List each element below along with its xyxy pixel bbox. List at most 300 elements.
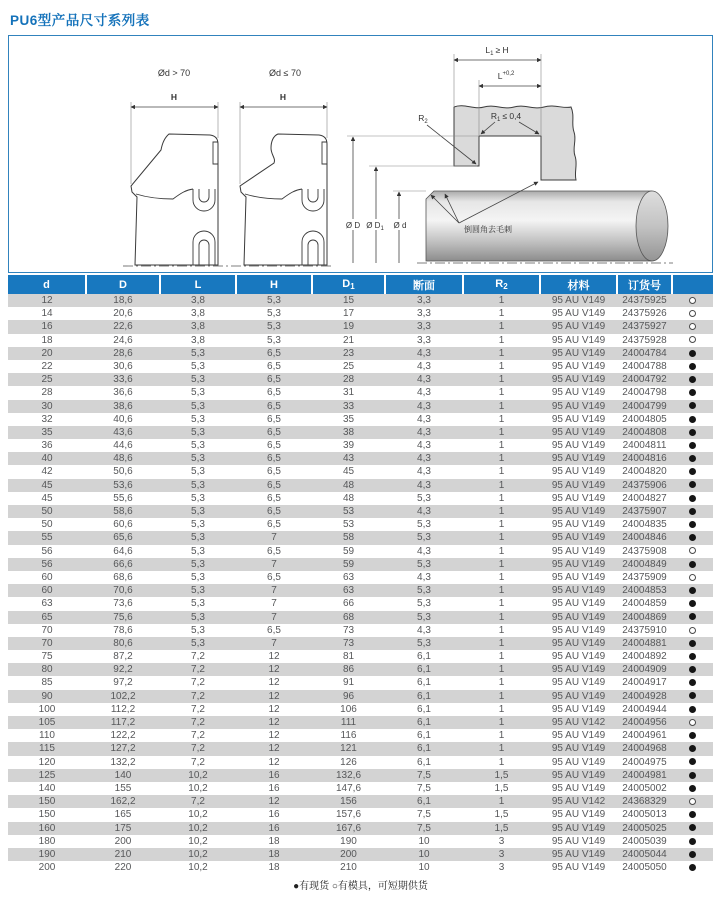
cell-R2: 1: [463, 531, 540, 544]
cell-order-no: 24004975: [622, 756, 667, 768]
cell-L: 5,3: [160, 637, 236, 650]
cell-D: 165: [114, 809, 132, 821]
in-stock-dot: [689, 429, 696, 436]
cell-d: 100: [38, 703, 56, 715]
cell-L: 5,3: [160, 479, 236, 492]
cell-D: 68,6: [113, 571, 133, 583]
column-header-availability: [672, 275, 713, 294]
cell-section: 4,3: [417, 624, 431, 636]
cell-R2: 1,5: [463, 769, 540, 782]
in-stock-dot: [689, 495, 696, 502]
table-row: [8, 716, 713, 729]
mold-available-dot: [689, 627, 696, 634]
cell-material: 95 AU V149: [551, 835, 606, 847]
cell-availability: [672, 452, 713, 465]
table-row: [8, 624, 713, 637]
column-header-L: L: [160, 275, 236, 294]
in-stock-dot: [689, 455, 696, 462]
column-header-section: 断面: [385, 275, 463, 294]
cell-D: 117,2: [86, 716, 160, 729]
cell-R2: 1: [498, 624, 505, 636]
in-stock-dot: [689, 706, 696, 713]
cell-section: 4,3: [417, 413, 431, 425]
cell-R2: 1: [463, 294, 540, 307]
cell-D1: 121: [312, 742, 385, 755]
cell-material: 95 AU V142: [540, 795, 617, 808]
cell-order-no: 24004881: [617, 637, 672, 650]
cell-D: 155: [114, 782, 132, 794]
cell-availability: [672, 835, 713, 848]
in-stock-dot: [689, 811, 696, 818]
cell-order-no: 24004849: [617, 558, 672, 571]
cell-d: 150: [8, 795, 86, 808]
cell-d: 160: [8, 822, 86, 835]
cell-order-no: 24375907: [617, 505, 672, 518]
table-row: [8, 822, 713, 835]
mold-available-dot: [689, 323, 696, 330]
cell-D: 18,6: [86, 294, 160, 307]
cell-section: 7,5: [385, 822, 463, 835]
cell-D: 78,6: [113, 624, 133, 636]
table-row: [8, 861, 713, 874]
cell-D1: 210: [340, 862, 357, 874]
cell-availability: [672, 690, 713, 703]
cell-H: 6,5: [236, 426, 312, 439]
cell-H: 12: [236, 663, 312, 676]
cell-d: 25: [8, 373, 86, 386]
cell-material: 95 AU V149: [540, 347, 617, 360]
cell-d: 65: [8, 611, 86, 624]
mold-available-dot: [689, 719, 696, 726]
cell-D: 97,2: [113, 677, 133, 689]
cell-section: 3,3: [417, 334, 431, 346]
cell-material: 95 AU V149: [540, 373, 617, 386]
cell-L: 7,2: [191, 677, 205, 689]
cell-L: 7,2: [160, 795, 236, 808]
in-stock-dot: [689, 758, 696, 765]
table-row: [8, 400, 713, 413]
cell-D1: 91: [342, 677, 355, 689]
cell-d: 63: [41, 598, 53, 610]
in-stock-dot: [689, 521, 696, 528]
cell-d: 125: [8, 769, 86, 782]
cell-L: 7,2: [191, 730, 205, 742]
column-header-D1: D1: [312, 275, 385, 294]
cell-material: 95 AU V149: [551, 756, 606, 768]
cell-D1: 38: [312, 426, 385, 439]
cell-L: 5,3: [191, 519, 205, 531]
cell-L: 7,2: [191, 703, 205, 715]
cell-D1: 43: [312, 452, 385, 465]
cell-R2: 1: [463, 611, 540, 624]
cell-H: 7: [236, 637, 312, 650]
cell-availability: [672, 439, 713, 452]
cell-H: 6,5: [236, 373, 312, 386]
table-row: [8, 663, 713, 676]
cell-availability: [672, 703, 713, 716]
cell-H: 5,3: [267, 308, 281, 320]
cell-d: 45: [8, 479, 86, 492]
cell-D1: 167,6: [312, 822, 385, 835]
cell-D: 73,6: [113, 598, 133, 610]
cell-D: 87,2: [113, 651, 133, 663]
cell-R2: 3: [498, 835, 505, 847]
cell-D1: 86: [312, 663, 385, 676]
profile-label-small-bore: Ød ≤ 70: [269, 68, 301, 78]
cell-material: 95 AU V149: [540, 611, 617, 624]
cell-section: 6,1: [385, 795, 463, 808]
cell-D1: 111: [312, 716, 385, 729]
cell-d: 40: [8, 452, 86, 465]
cell-section: 5,3: [417, 492, 431, 504]
cell-R2: 1: [463, 584, 540, 597]
cell-section: 10: [385, 848, 463, 861]
cell-H: 6,5: [267, 466, 281, 478]
cell-order-no: 24375927: [617, 320, 672, 333]
cell-d: 180: [38, 835, 56, 847]
cell-material: 95 AU V149: [551, 360, 606, 372]
cell-D: 36,6: [113, 387, 133, 399]
cell-section: 4,3: [385, 426, 463, 439]
cell-d: 32: [41, 413, 53, 425]
cell-order-no: 24004788: [622, 360, 667, 372]
cell-section: 6,1: [417, 677, 431, 689]
dim-label-r2: $R_2$: [418, 113, 428, 125]
cell-R2: 1: [498, 466, 505, 478]
in-stock-dot: [689, 587, 696, 594]
cell-material: 95 AU V149: [551, 598, 606, 610]
mold-available-dot: [689, 336, 696, 343]
cell-D: 44,6: [113, 440, 133, 452]
cell-L: 5,3: [160, 426, 236, 439]
cell-section: 4,3: [417, 571, 431, 583]
cell-H: 6,5: [267, 360, 281, 372]
cell-section: 6,1: [385, 742, 463, 755]
table-row: [8, 505, 713, 518]
dim-label-r1: $R_1 \le 0,4$: [490, 111, 522, 123]
cell-d: 12: [8, 294, 86, 307]
dim-label-d-bore: Ø D: [345, 221, 361, 230]
cell-D1: 15: [312, 294, 385, 307]
in-stock-dot: [689, 376, 696, 383]
cell-D: 24,6: [113, 334, 133, 346]
cell-material: 95 AU V149: [551, 624, 606, 636]
cell-R2: 1: [463, 479, 540, 492]
in-stock-dot: [689, 534, 696, 541]
cell-availability: [672, 676, 713, 689]
table-row: [8, 690, 713, 703]
mold-available-dot: [689, 297, 696, 304]
cell-section: 6,1: [385, 663, 463, 676]
cell-order-no: 24004981: [617, 769, 672, 782]
table-row: [8, 848, 713, 861]
cell-order-no: 24004944: [622, 703, 667, 715]
cell-section: 4,3: [385, 400, 463, 413]
cell-L: 3,8: [160, 294, 236, 307]
cell-material: 95 AU V149: [551, 809, 606, 821]
cell-D: 58,6: [86, 505, 160, 518]
cell-availability: [672, 373, 713, 386]
cell-D1: 116: [340, 730, 357, 742]
cell-H: 12: [236, 795, 312, 808]
cell-section: 6,1: [385, 690, 463, 703]
in-stock-dot: [689, 600, 696, 607]
cell-H: 6,5: [267, 624, 281, 636]
cell-D: 43,6: [86, 426, 160, 439]
table-row: [8, 334, 713, 347]
cell-D: 102,2: [86, 690, 160, 703]
cell-H: 5,3: [236, 320, 312, 333]
cell-L: 5,3: [191, 571, 205, 583]
cell-R2: 3: [498, 862, 505, 874]
cell-R2: 1,5: [494, 809, 509, 821]
table-row: [8, 676, 713, 689]
cell-section: 4,3: [385, 479, 463, 492]
cell-L: 5,3: [191, 387, 205, 399]
cell-material: 95 AU V149: [551, 519, 606, 531]
cell-L: 5,3: [160, 611, 236, 624]
cell-material: 95 AU V149: [540, 742, 617, 755]
page-title: PU6型产品尺寸系列表: [10, 13, 150, 28]
cell-L: 5,3: [160, 584, 236, 597]
cell-R2: 1: [463, 795, 540, 808]
table-header-row: [8, 275, 713, 294]
table-row: [8, 452, 713, 465]
cell-H: 18: [236, 848, 312, 861]
cell-L: 10,2: [188, 809, 208, 821]
cell-H: 5,3: [267, 334, 281, 346]
cell-availability: [672, 637, 713, 650]
cell-material: 95 AU V149: [540, 558, 617, 571]
cell-H: 6,5: [236, 452, 312, 465]
cell-R2: 1: [463, 373, 540, 386]
cell-R2: 1: [498, 677, 505, 689]
cell-D1: 39: [342, 440, 355, 452]
cell-section: 3,3: [385, 294, 463, 307]
cell-availability: [672, 400, 713, 413]
cell-order-no: 24375910: [622, 624, 667, 636]
cell-D1: 73: [342, 624, 355, 636]
table-row: [8, 808, 713, 821]
cell-L: 3,8: [191, 334, 205, 346]
table-row: [8, 584, 713, 597]
cell-H: 6,5: [267, 387, 281, 399]
cell-material: 95 AU V149: [551, 677, 606, 689]
cell-D1: 132,6: [312, 769, 385, 782]
cell-order-no: 24368329: [617, 795, 672, 808]
cell-D1: 200: [312, 848, 385, 861]
cell-R2: 1: [498, 387, 505, 399]
cell-D: 200: [114, 835, 132, 847]
in-stock-dot: [689, 666, 696, 673]
cell-order-no: 24004805: [622, 413, 667, 425]
column-header-material: 材料: [540, 275, 617, 294]
cell-d: 45: [41, 492, 53, 504]
cell-order-no: 24004811: [622, 440, 667, 452]
cell-D1: 190: [340, 835, 357, 847]
table-row: [8, 479, 713, 492]
cell-section: 7,5: [417, 809, 431, 821]
cell-D: 28,6: [86, 347, 160, 360]
cell-H: 12: [268, 756, 280, 768]
cell-material: 95 AU V149: [551, 545, 606, 557]
cell-D: 162,2: [86, 795, 160, 808]
cell-R2: 1: [463, 426, 540, 439]
cell-material: 95 AU V149: [540, 584, 617, 597]
table-row: [8, 360, 713, 373]
cell-D: 38,6: [86, 400, 160, 413]
cell-order-no: 24375909: [622, 571, 667, 583]
cell-D: 53,6: [86, 479, 160, 492]
cell-H: 7: [236, 558, 312, 571]
cell-d: 200: [38, 862, 56, 874]
cell-section: 4,3: [385, 373, 463, 386]
cell-order-no: 24375926: [622, 308, 667, 320]
cell-material: 95 AU V149: [540, 452, 617, 465]
in-stock-dot: [689, 442, 696, 449]
dim-label-h-left: H: [170, 92, 178, 102]
cell-order-no: 24004968: [617, 742, 672, 755]
cell-section: 4,3: [417, 545, 431, 557]
cell-d: 22: [41, 360, 53, 372]
cell-section: 6,1: [417, 651, 431, 663]
table-row: [8, 439, 713, 452]
cell-order-no: 24004956: [617, 716, 672, 729]
cell-L: 7,2: [160, 742, 236, 755]
cell-D1: 96: [312, 690, 385, 703]
cell-R2: 1: [463, 663, 540, 676]
in-stock-dot: [689, 561, 696, 568]
cell-H: 6,5: [267, 492, 281, 504]
cell-order-no: 24004808: [617, 426, 672, 439]
cell-D: 48,6: [86, 452, 160, 465]
table-row: [8, 373, 713, 386]
cell-L: 10,2: [160, 769, 236, 782]
table-row: [8, 729, 713, 742]
column-header-H: H: [236, 275, 312, 294]
cell-D1: 63: [342, 571, 355, 583]
cell-material: 95 AU V149: [540, 479, 617, 492]
cell-D1: 81: [342, 651, 355, 663]
cell-availability: [672, 426, 713, 439]
cell-L: 5,3: [191, 545, 205, 557]
cell-R2: 1: [498, 545, 505, 557]
cell-availability: [672, 795, 713, 808]
cell-d: 80: [8, 663, 86, 676]
in-stock-dot: [689, 363, 696, 370]
cell-section: 4,3: [385, 452, 463, 465]
cell-availability: [672, 294, 713, 307]
cell-H: 6,5: [267, 571, 281, 583]
cell-R2: 1: [498, 703, 505, 715]
cell-d: 35: [8, 426, 86, 439]
cell-L: 7,2: [160, 716, 236, 729]
in-stock-dot: [689, 864, 696, 871]
table-row: [8, 347, 713, 360]
cell-order-no: 24004859: [622, 598, 667, 610]
cell-d: 50: [8, 505, 86, 518]
cell-R2: 1: [498, 413, 505, 425]
cell-order-no: 24005050: [622, 862, 667, 874]
cell-material: 95 AU V149: [551, 466, 606, 478]
mold-available-dot: [689, 798, 696, 805]
mold-available-dot: [689, 547, 696, 554]
cell-L: 5,3: [160, 452, 236, 465]
cell-D1: 106: [340, 703, 357, 715]
cell-section: 7,5: [385, 769, 463, 782]
table-row: [8, 531, 713, 544]
cell-order-no: 24004869: [617, 611, 672, 624]
cell-order-no: 24004799: [617, 400, 672, 413]
cell-H: 18: [268, 862, 280, 874]
cell-R2: 1: [498, 334, 505, 346]
cell-section: 10: [418, 862, 430, 874]
cell-L: 5,3: [191, 360, 205, 372]
table-row: [8, 756, 713, 769]
cell-D1: 59: [312, 558, 385, 571]
cell-L: 10,2: [160, 848, 236, 861]
cell-H: 18: [268, 835, 280, 847]
cell-D: 175: [86, 822, 160, 835]
table-row: [8, 782, 713, 795]
table-row: [8, 597, 713, 610]
cell-D1: 35: [342, 413, 355, 425]
mold-available-dot: [689, 574, 696, 581]
table-row: [8, 611, 713, 624]
table-row: [8, 742, 713, 755]
cell-availability: [672, 808, 713, 821]
cell-availability: [672, 545, 713, 558]
cell-D: 80,6: [86, 637, 160, 650]
cell-material: 95 AU V149: [551, 308, 606, 320]
cell-availability: [672, 861, 713, 874]
cell-material: 95 AU V149: [551, 782, 606, 794]
cell-d: 60: [8, 584, 86, 597]
cell-D1: 59: [342, 545, 355, 557]
cell-D1: 21: [342, 334, 355, 346]
cell-H: 6,5: [236, 479, 312, 492]
rod-shaft: [426, 191, 652, 261]
cell-d: 110: [39, 730, 55, 742]
dim-label-d1: Ø $D_1$: [366, 221, 384, 232]
technical-drawing-panel: [8, 35, 713, 273]
in-stock-dot: [689, 679, 696, 686]
cell-H: 6,5: [236, 347, 312, 360]
cell-order-no: 24004784: [617, 347, 672, 360]
table-row: [8, 769, 713, 782]
cell-L: 5,3: [160, 558, 236, 571]
cell-availability: [672, 742, 713, 755]
cell-material: 95 AU V149: [551, 440, 606, 452]
cell-H: 6,5: [267, 440, 281, 452]
cell-L: 10,2: [188, 835, 208, 847]
cell-R2: 1: [498, 519, 505, 531]
cell-d: 190: [8, 848, 86, 861]
table-row: [8, 413, 713, 426]
cell-H: 5,3: [236, 294, 312, 307]
cell-H: 7: [236, 531, 312, 544]
in-stock-dot: [689, 481, 696, 488]
cell-L: 10,2: [160, 822, 236, 835]
cell-L: 5,3: [191, 440, 205, 452]
table-row: [8, 492, 713, 505]
cell-order-no: 24004892: [622, 651, 667, 663]
cell-availability: [672, 479, 713, 492]
cell-R2: 1: [498, 730, 505, 742]
cell-order-no: 24375906: [617, 479, 672, 492]
cell-R2: 1,5: [463, 822, 540, 835]
table-row: [8, 518, 713, 531]
